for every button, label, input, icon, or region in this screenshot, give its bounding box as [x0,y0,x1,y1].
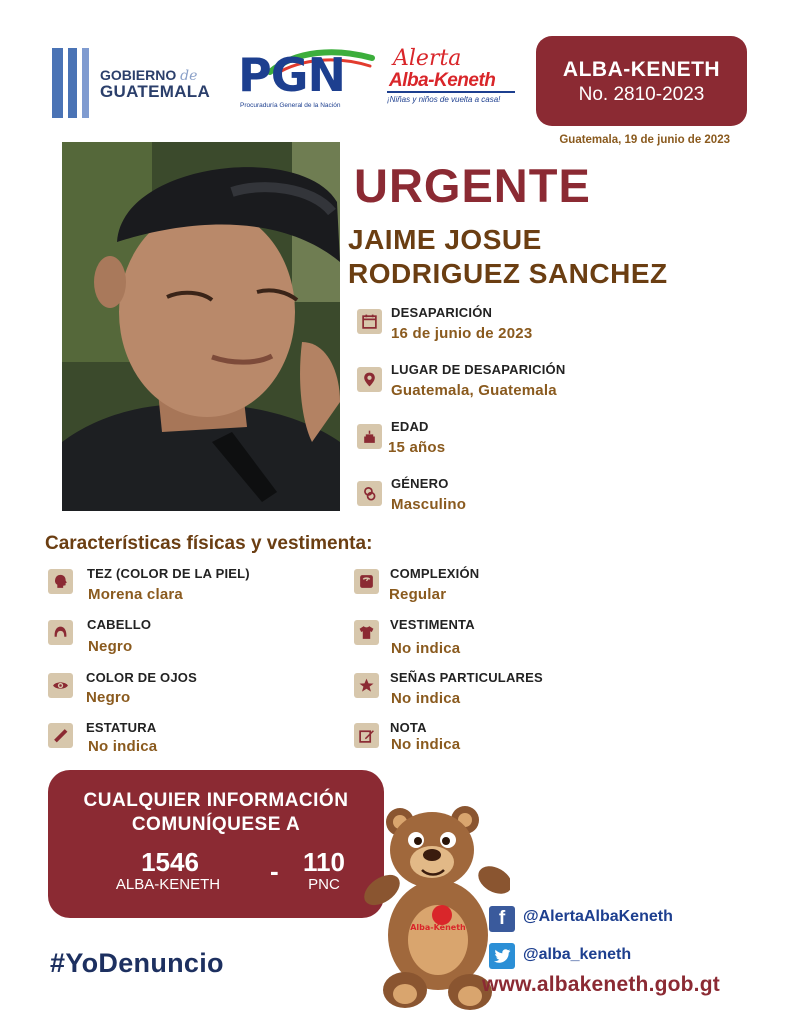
location-pin-icon [357,367,382,392]
age-value: 15 años [388,439,446,456]
disappearance-date-value: 16 de junio de 2023 [391,325,533,342]
build-value: Regular [389,586,447,603]
note-edit-icon [354,723,379,748]
height-value: No indica [88,738,158,755]
pgn-wordmark: PGN [238,48,345,102]
gender-icon [357,481,382,506]
alerta-alba-keneth-logo [385,48,520,112]
phone-separator: - [270,856,279,886]
disappearance-place-label: LUGAR DE DESAPARICIÓN [391,362,566,377]
phone-name-pnc: PNC [308,876,340,893]
twitter-handle[interactable]: @alba_keneth [523,946,632,963]
person-first-names: JAIME JOSUE [348,224,542,255]
build-label: COMPLEXIÓN [390,566,480,581]
contact-info-box [48,770,384,918]
birthday-cake-icon [357,424,382,449]
urgent-heading: URGENTE [354,159,591,212]
mascot-label: Alba-Keneth [410,923,466,932]
alert-date: Guatemala, 19 de junio de 2023 [559,134,730,146]
phone-number-pnc[interactable]: 110 [303,847,345,877]
website-link[interactable]: www.albakeneth.gob.gt [482,973,720,996]
alerta-text: Alerta [393,46,462,71]
guatemala-text: GUATEMALA [100,82,211,101]
missing-person-photo [62,142,340,511]
note-value: No indica [391,736,461,753]
skin-color-label: TEZ (COLOR DE LA PIEL) [87,566,250,581]
disappearance-date-label: DESAPARICIÓN [391,305,493,320]
alba-keneth-text: Alba-Keneth [389,70,496,91]
clothing-value: No indica [391,640,461,657]
pgn-subtitle: Procuraduría General de la Nación [240,102,341,109]
characteristics-title: Características físicas y vestimenta: [45,533,373,554]
gender-label: GÉNERO [391,476,449,491]
hashtag: #YoDenuncio [50,948,224,978]
hair-label: CABELLO [87,617,152,632]
note-label: NOTA [390,720,427,735]
age-label: EDAD [391,419,429,434]
disappearance-place-value: Guatemala, Guatemala [391,382,557,399]
star-icon [354,673,379,698]
phone-name-alba-keneth: ALBA-KENETH [115,876,221,893]
case-number-badge [536,36,747,126]
hair-icon [48,620,73,645]
clothing-label: VESTIMENTA [390,617,475,632]
twitter-icon[interactable] [489,943,515,969]
ruler-icon [48,723,73,748]
contact-heading-line2: COMUNÍQUESE A [131,814,301,835]
eye-icon [48,673,73,698]
facebook-handle[interactable]: @AlertaAlbaKeneth [523,908,673,925]
contact-heading-line1: CUALQUIER INFORMACIÓN [83,790,349,811]
phone-number-alba-keneth[interactable]: 1546 [141,847,199,877]
distinguishing-marks-value: No indica [391,690,461,707]
alerta-tagline: ¡Niñas y niños de vuelta a casa! [387,95,501,104]
skin-color-value: Morena clara [88,586,183,603]
pgn-logo [238,48,380,116]
case-title: ALBA-KENETH [562,58,721,81]
eye-color-label: COLOR DE OJOS [86,670,197,685]
height-label: ESTATURA [86,720,157,735]
shirt-icon [354,620,379,645]
person-last-names: RODRIGUEZ SANCHEZ [348,258,668,289]
logo-divider [387,91,515,93]
facebook-icon[interactable]: f [489,906,515,932]
gender-value: Masculino [391,496,467,513]
head-silhouette-icon [48,569,73,594]
eye-color-value: Negro [86,689,131,706]
hair-value: Negro [88,638,133,655]
gobierno-bars-icon [52,48,92,118]
distinguishing-marks-label: SEÑAS PARTICULARES [390,670,543,685]
case-number: No. 2810-2023 [578,84,705,105]
gobierno-text: GOBIERNO de [100,67,198,84]
scale-icon [354,569,379,594]
calendar-icon [357,309,382,334]
gobierno-guatemala-logo [52,48,232,118]
